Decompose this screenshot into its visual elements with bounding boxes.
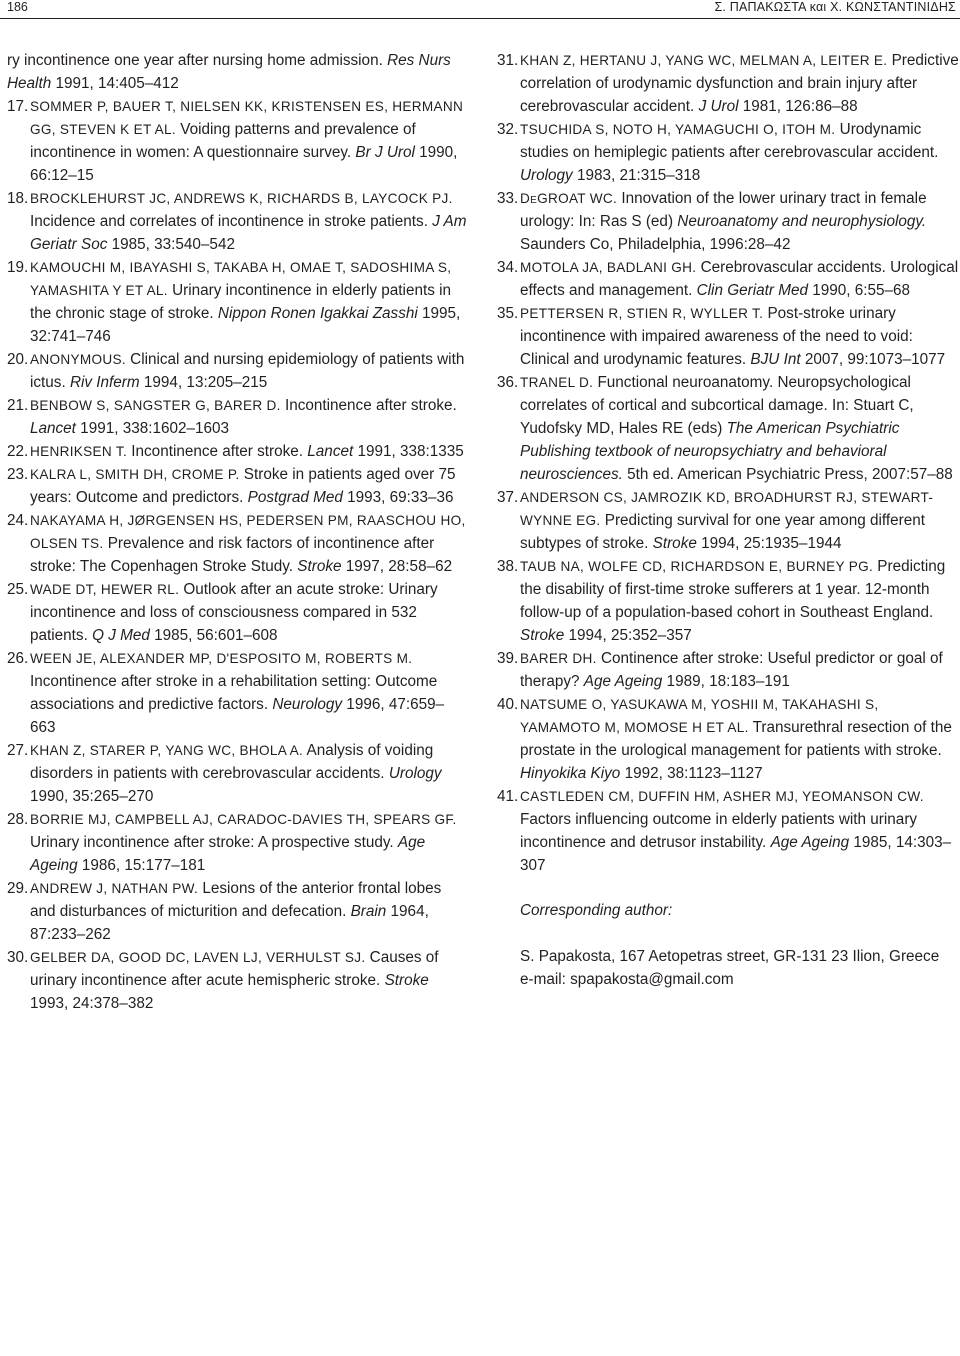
ref-number: 39. bbox=[497, 650, 519, 667]
reference-item bbox=[7, 440, 467, 463]
reference-item bbox=[7, 187, 467, 256]
ref-number: 20. bbox=[7, 351, 29, 368]
ref-authors: ANDREW J, NATHAN PW. bbox=[30, 881, 199, 896]
ref-authors: KAMOUCHI M, IBAYASHI S, TAKABA H, OMAE T, SADOSHIMA S, YAMASHITA Y ET AL. bbox=[30, 260, 452, 298]
reference-item bbox=[7, 647, 467, 739]
ref-journal: Lancet bbox=[307, 443, 354, 460]
ref-authors: ANDERSON CS, JAMROZIK KD, BROADHURST RJ, STEWART-WYNNE EG. bbox=[520, 490, 934, 528]
reference-item bbox=[497, 118, 960, 187]
ref-number: 38. bbox=[497, 558, 519, 575]
ref-journal: BJU Int bbox=[750, 351, 801, 368]
ref-rest: Saunders Co, Philadelphia, 1996:28–42 bbox=[520, 236, 791, 253]
ref-journal: Age Ageing bbox=[30, 834, 426, 874]
ref-rest: 1985, 14:303–307 bbox=[520, 834, 952, 874]
ref-number: 18. bbox=[7, 190, 29, 207]
ref-rest: 1997, 28:58–62 bbox=[341, 558, 453, 575]
ref-journal: Age Ageing bbox=[583, 673, 663, 690]
ref-authors: MOTOLA JA, BADLANI GH. bbox=[520, 260, 697, 275]
ref-title: ry incontinence one year after nursing home admission. bbox=[7, 52, 388, 69]
ref-number: 37. bbox=[497, 489, 519, 506]
ref-rest: 1995, 32:741–746 bbox=[30, 305, 461, 345]
reference-item bbox=[7, 946, 467, 1015]
ref-number: 34. bbox=[497, 259, 519, 276]
ref-number: 32. bbox=[497, 121, 519, 138]
ref-title: Outlook after an acute stroke: Urinary incontinence and loss of consciousness compared in 532 patients. bbox=[30, 581, 438, 644]
ref-number: 21. bbox=[7, 397, 29, 414]
corresponding-email: e-mail: spapakosta@gmail.com bbox=[520, 971, 734, 988]
ref-rest: 1994, 25:1935–1944 bbox=[696, 535, 842, 552]
ref-authors: BARER DH. bbox=[520, 651, 597, 666]
reference-item bbox=[7, 808, 467, 877]
ref-authors: NATSUME O, YASUKAWA M, YOSHII M, TAKAHASHI S, YAMAMOTO M, MOMOSE H ET AL. bbox=[520, 697, 879, 735]
ref-number: 29. bbox=[7, 880, 29, 897]
ref-title: Prevalence and risk factors of incontinence after stroke: The Copenhagen Stroke Study. bbox=[30, 535, 435, 575]
ref-journal: Res Nurs Health bbox=[7, 52, 451, 92]
reference-item bbox=[497, 486, 960, 555]
reference-item bbox=[497, 49, 960, 118]
ref-title: Voiding patterns and prevalence of incontinence in women: A questionnaire survey. bbox=[30, 121, 416, 161]
ref-title: Factors influencing outcome in elderly patients with urinary incontinence and detrusor instability. bbox=[520, 811, 918, 851]
ref-title: Predicting survival for one year among different subtypes of stroke. bbox=[520, 512, 926, 552]
ref-title: Predictive correlation of urodynamic dysfunction and brain injury after cerebrovascular accident. bbox=[520, 52, 959, 115]
left-column bbox=[7, 49, 467, 1015]
ref-journal: Q J Med bbox=[92, 627, 150, 644]
reference-item bbox=[7, 256, 467, 348]
ref-rest: 1993, 24:378–382 bbox=[30, 995, 154, 1012]
ref-journal: Hinyokika Kiyo bbox=[520, 765, 621, 782]
reference-item bbox=[497, 785, 960, 877]
ref-journal: Age Ageing bbox=[770, 834, 850, 851]
ref-rest: 1991, 338:1335 bbox=[353, 443, 464, 460]
reference-item bbox=[7, 348, 467, 394]
ref-journal: Stroke bbox=[297, 558, 342, 575]
header-rule bbox=[0, 18, 960, 19]
ref-rest: 1991, 338:1602–1603 bbox=[75, 420, 230, 437]
ref-authors: TRANEL D. bbox=[520, 375, 594, 390]
ref-journal: Riv Inferm bbox=[69, 374, 140, 391]
ref-title: Incontinence after stroke. bbox=[127, 443, 308, 460]
ref-number: 30. bbox=[7, 949, 29, 966]
ref-title: Urinary incontinence in elderly patients in the chronic stage of stroke. bbox=[30, 282, 452, 322]
reference-item bbox=[7, 95, 467, 187]
reference-item bbox=[497, 693, 960, 785]
reference-item bbox=[497, 187, 960, 256]
ref-title: Transurethral resection of the prostate in the urological management for patients with stroke. bbox=[520, 719, 952, 759]
ref-rest: 1990, 66:12–15 bbox=[30, 144, 458, 184]
corresponding-address: S. Papakosta, 167 Aetopetras street, GR-131 23 Ilion, Greece bbox=[520, 948, 940, 965]
ref-title: Incidence and correlates of incontinence in stroke patients. bbox=[30, 213, 433, 230]
ref-journal: Neuroanatomy and neurophysiology. bbox=[677, 213, 927, 230]
ref-authors: TSUCHIDA S, NOTO H, YAMAGUCHI O, ITOH M. bbox=[520, 122, 836, 137]
ref-title: Lesions of the anterior frontal lobes and disturbances of micturition and defecation. bbox=[30, 880, 442, 920]
ref-title: Functional neuroanatomy. Neuropsychological correlates of cortical and subcortical damage. In: Stuart C, Yudofsky MD, Hales RE (eds) bbox=[520, 374, 914, 437]
ref-rest: 1994, 13:205–215 bbox=[139, 374, 268, 391]
ref-authors: NAKAYAMA H, JØRGENSEN HS, PEDERSEN PM, RAASCHOU HO, OLSEN TS. bbox=[30, 513, 466, 551]
ref-rest: 1996, 47:659–663 bbox=[30, 696, 445, 736]
ref-authors: TAUB NA, WOLFE CD, RICHARDSON E, BURNEY PG. bbox=[520, 559, 874, 574]
ref-title: Causes of urinary incontinence after acute hemispheric stroke. bbox=[30, 949, 439, 989]
ref-authors: GELBER DA, GOOD DC, LAVEN LJ, VERHULST SJ. bbox=[30, 950, 366, 965]
ref-title: Urodynamic studies on hemiplegic patients after cerebrovascular accident. bbox=[520, 121, 939, 161]
reference-continuation bbox=[7, 49, 467, 95]
ref-authors: PETTERSEN R, STIEN R, WYLLER T. bbox=[520, 306, 764, 321]
reference-item bbox=[7, 509, 467, 578]
ref-authors: BORRIE MJ, CAMPBELL AJ, CARADOC-DAVIES TH, SPEARS GF. bbox=[30, 812, 457, 827]
ref-rest: 1991, 14:405–412 bbox=[51, 75, 179, 92]
ref-journal: Lancet bbox=[30, 420, 76, 437]
ref-title: Continence after stroke: Useful predictor or goal of therapy? bbox=[520, 650, 943, 690]
ref-number: 24. bbox=[7, 512, 29, 529]
ref-journal: J Urol bbox=[698, 98, 739, 115]
ref-authors: DeGROAT WC. bbox=[520, 191, 618, 206]
ref-authors: WADE DT, HEWER RL. bbox=[30, 582, 180, 597]
reference-item bbox=[497, 256, 960, 302]
ref-journal: Stroke bbox=[520, 627, 565, 644]
ref-number: 26. bbox=[7, 650, 29, 667]
reference-list-left bbox=[7, 95, 467, 1015]
ref-authors: BROCKLEHURST JC, ANDREWS K, RICHARDS B, LAYCOCK PJ. bbox=[30, 191, 453, 206]
ref-journal: Urology bbox=[388, 765, 442, 782]
ref-authors: KHAN Z, STARER P, YANG WC, BHOLA A. bbox=[30, 743, 304, 758]
ref-rest: 1981, 126:86–88 bbox=[738, 98, 858, 115]
ref-rest: 1990, 35:265–270 bbox=[30, 788, 154, 805]
ref-number: 35. bbox=[497, 305, 519, 322]
ref-authors: ANONYMOUS. bbox=[30, 352, 126, 367]
reference-item bbox=[497, 302, 960, 371]
ref-number: 19. bbox=[7, 259, 29, 276]
ref-rest: 1993, 69:33–36 bbox=[342, 489, 454, 506]
ref-journal: Nippon Ronen Igakkai Zasshi bbox=[217, 305, 418, 322]
ref-number: 41. bbox=[497, 788, 519, 805]
ref-number: 33. bbox=[497, 190, 519, 207]
running-head: Σ. ΠΑΠΑΚΩΣΤΑ και Χ. ΚΩΝΣΤΑΝΤΙΝΙΔΗΣ bbox=[714, 0, 956, 14]
ref-rest: 1989, 18:183–191 bbox=[662, 673, 790, 690]
ref-rest: 2007, 99:1073–1077 bbox=[800, 351, 946, 368]
ref-number: 40. bbox=[497, 696, 519, 713]
reference-item bbox=[7, 394, 467, 440]
ref-number: 25. bbox=[7, 581, 29, 598]
ref-rest: 1983, 21:315–318 bbox=[572, 167, 701, 184]
ref-journal: Stroke bbox=[652, 535, 697, 552]
ref-title: Predicting the disability of first-time stroke sufferers at 1 year. 12-month follow-up of a population-based cohort in Southeast England. bbox=[520, 558, 946, 621]
ref-title: Analysis of voiding disorders in patients with cerebrovascular accidents. bbox=[30, 742, 434, 782]
ref-authors: KALRA L, SMITH DH, CROME P. bbox=[30, 467, 240, 482]
ref-journal: Brain bbox=[350, 903, 387, 920]
right-column bbox=[497, 49, 960, 991]
ref-journal: Urology bbox=[520, 167, 573, 184]
ref-journal: Clin Geriatr Med bbox=[696, 282, 808, 299]
reference-item bbox=[7, 463, 467, 509]
ref-rest: 1985, 56:601–608 bbox=[149, 627, 278, 644]
ref-number: 22. bbox=[7, 443, 29, 460]
ref-journal: Neurology bbox=[272, 696, 343, 713]
ref-journal: Br J Urol bbox=[355, 144, 415, 161]
ref-journal: Postgrad Med bbox=[247, 489, 343, 506]
ref-authors: CASTLEDEN CM, DUFFIN HM, ASHER MJ, YEOMANSON CW. bbox=[520, 789, 924, 804]
ref-title: Clinical and nursing epidemiology of patients with ictus. bbox=[30, 351, 465, 391]
ref-rest: 1964, 87:233–262 bbox=[30, 903, 429, 943]
ref-journal: The American Psychiatric Publishing textbook of neuropsychiatry and behavioral neurosciences. bbox=[520, 420, 900, 483]
reference-item bbox=[7, 739, 467, 808]
ref-title: Cerebrovascular accidents. Urological effects and management. bbox=[520, 259, 959, 299]
page-header bbox=[0, 0, 960, 14]
reference-item bbox=[7, 877, 467, 946]
reference-item bbox=[497, 647, 960, 693]
ref-authors: KHAN Z, HERTANU J, YANG WC, MELMAN A, LEITER E. bbox=[520, 53, 888, 68]
ref-number: 23. bbox=[7, 466, 29, 483]
ref-title: Stroke in patients aged over 75 years: Outcome and predictors. bbox=[30, 466, 456, 506]
ref-authors: SOMMER P, BAUER T, NIELSEN KK, KRISTENSEN ES, HERMANN GG, STEVEN K ET AL. bbox=[30, 99, 464, 137]
ref-rest: 1994, 25:352–357 bbox=[564, 627, 692, 644]
ref-number: 31. bbox=[497, 52, 519, 69]
ref-title: Urinary incontinence after stroke: A prospective study. bbox=[30, 834, 398, 851]
ref-title: Post-stroke urinary incontinence with impaired awareness of the need to void: Clinical and urodynamic features. bbox=[520, 305, 913, 368]
ref-rest: 1985, 33:540–542 bbox=[107, 236, 235, 253]
corresponding-label: Corresponding author: bbox=[520, 902, 673, 919]
ref-number: 28. bbox=[7, 811, 29, 828]
page-number: 186 bbox=[7, 0, 28, 14]
ref-number: 36. bbox=[497, 374, 519, 391]
reference-item bbox=[7, 578, 467, 647]
ref-authors: WEEN JE, ALEXANDER MP, D'ESPOSITO M, ROBERTS M. bbox=[30, 651, 413, 666]
ref-rest: 1990, 6:55–68 bbox=[807, 282, 911, 299]
corresponding-author bbox=[497, 899, 960, 991]
ref-number: 27. bbox=[7, 742, 29, 759]
reference-list-right bbox=[497, 49, 960, 877]
ref-rest: 5th ed. American Psychiatric Press, 2007:57–88 bbox=[622, 466, 953, 483]
reference-item bbox=[497, 555, 960, 647]
ref-authors: BENBOW S, SANGSTER G, BARER D. bbox=[30, 398, 281, 413]
ref-journal: J Am Geriatr Soc bbox=[30, 213, 467, 253]
ref-number: 17. bbox=[7, 98, 29, 115]
ref-title: Innovation of the lower urinary tract in female urology: In: Ras S (ed) bbox=[520, 190, 927, 230]
ref-rest: 1986, 15:177–181 bbox=[77, 857, 206, 874]
ref-title: Incontinence after stroke. bbox=[280, 397, 457, 414]
ref-title: Incontinence after stroke in a rehabilitation setting: Outcome associations and predictive factors. bbox=[30, 673, 438, 713]
reference-item bbox=[497, 371, 960, 486]
ref-journal: Stroke bbox=[384, 972, 429, 989]
ref-authors: HENRIKSEN T. bbox=[30, 444, 128, 459]
ref-rest: 1992, 38:1123–1127 bbox=[620, 765, 763, 782]
